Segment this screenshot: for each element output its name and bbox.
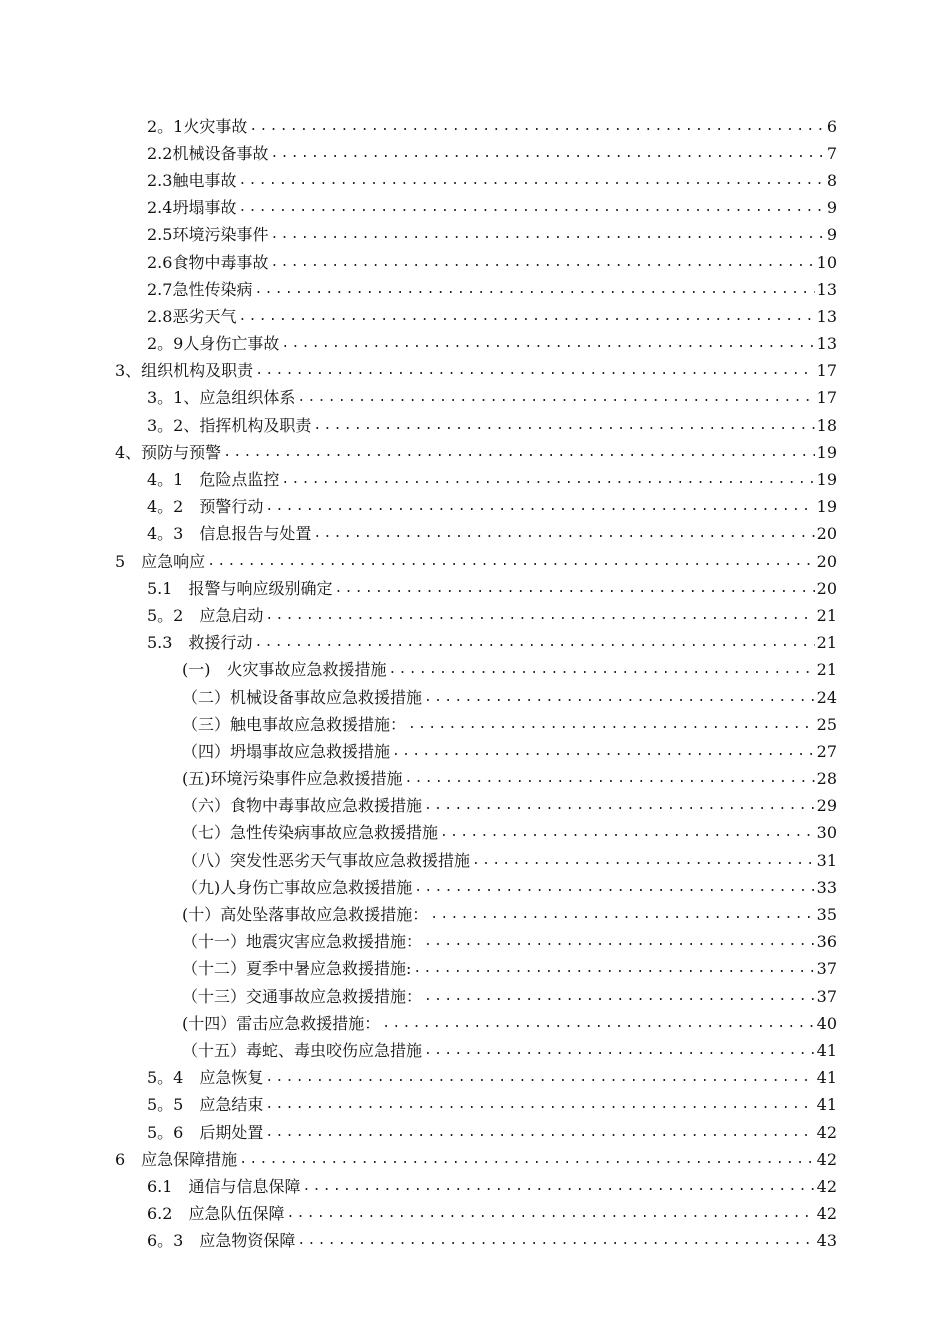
toc-entry-label: 2.4坍塌事故 bbox=[147, 198, 237, 218]
dot-leader bbox=[254, 282, 814, 298]
dot-leader bbox=[265, 499, 814, 515]
dot-leader bbox=[424, 989, 815, 1005]
dot-leader bbox=[424, 934, 815, 950]
toc-entry[interactable] bbox=[0, 1092, 837, 1119]
toc-entry-label: 5。5 应急结束 bbox=[147, 1095, 264, 1115]
toc-entry[interactable] bbox=[0, 711, 837, 738]
dot-leader bbox=[270, 227, 824, 243]
toc-entry-label: （十五）毒蛇、毒虫咬伤应急措施 bbox=[182, 1040, 423, 1060]
toc-entry[interactable] bbox=[0, 575, 837, 602]
toc-entry-label: （十一）地震灾害应急救援措施： bbox=[182, 932, 423, 952]
dot-leader bbox=[223, 445, 814, 461]
dot-leader bbox=[207, 554, 814, 570]
dot-leader bbox=[440, 825, 815, 841]
toc-entry-page-number: 7 bbox=[826, 143, 837, 163]
toc-entry[interactable] bbox=[0, 276, 837, 303]
toc-entry-page-number: 9 bbox=[826, 198, 837, 218]
toc-entry-page-number: 19 bbox=[816, 470, 837, 490]
toc-entry[interactable] bbox=[0, 820, 837, 847]
toc-entry[interactable] bbox=[0, 439, 837, 466]
toc-entry-page-number: 27 bbox=[816, 741, 837, 761]
toc-entry-label: 2.3触电事故 bbox=[147, 170, 237, 190]
toc-entry-page-number: 40 bbox=[816, 1013, 837, 1033]
toc-entry-page-number: 20 bbox=[816, 578, 837, 598]
toc-entry-label: 2.7急性传染病 bbox=[147, 279, 253, 299]
toc-entry[interactable] bbox=[0, 1146, 837, 1173]
toc-entry-label: （十二）夏季中暑应急救援措施: bbox=[182, 959, 412, 979]
toc-entry-page-number: 19 bbox=[816, 442, 837, 462]
toc-entry[interactable] bbox=[0, 602, 837, 629]
toc-entry-page-number: 25 bbox=[816, 714, 837, 734]
toc-entry-page-number: 8 bbox=[826, 170, 837, 190]
toc-entry-label: 5。2 应急启动 bbox=[147, 605, 264, 625]
dot-leader bbox=[265, 608, 814, 624]
dot-leader bbox=[270, 255, 814, 271]
toc-entry-label: 6 应急保障措施 bbox=[115, 1149, 238, 1169]
toc-entry-page-number: 41 bbox=[816, 1095, 837, 1115]
toc-entry[interactable] bbox=[0, 929, 837, 956]
toc-entry-page-number: 41 bbox=[816, 1068, 837, 1088]
toc-entry[interactable] bbox=[0, 303, 837, 330]
dot-leader bbox=[408, 717, 815, 733]
toc-entry-label: 5。4 应急恢复 bbox=[147, 1068, 264, 1088]
dot-leader bbox=[313, 526, 814, 542]
dot-leader bbox=[313, 418, 814, 434]
toc-entry-page-number: 37 bbox=[816, 986, 837, 1006]
toc-entry-label: 3。1、应急组织体系 bbox=[147, 388, 296, 408]
dot-leader bbox=[302, 1179, 814, 1195]
dot-leader bbox=[238, 200, 824, 216]
toc-entry[interactable] bbox=[0, 793, 837, 820]
toc-entry-page-number: 36 bbox=[816, 932, 837, 952]
toc-entry-page-number: 21 bbox=[816, 605, 837, 625]
toc-entry-label: （十三）交通事故应急救援措施： bbox=[182, 986, 423, 1006]
toc-entry-page-number: 20 bbox=[816, 524, 837, 544]
toc-entry[interactable] bbox=[0, 847, 837, 874]
toc-entry[interactable] bbox=[0, 331, 837, 358]
toc-entry-label: （九)人身伤亡事故应急救援措施 bbox=[182, 877, 413, 897]
toc-entry-label: 2.6食物中毒事故 bbox=[147, 252, 269, 272]
toc-entry[interactable] bbox=[0, 956, 837, 983]
toc-entry[interactable] bbox=[0, 874, 837, 901]
toc-entry[interactable] bbox=[0, 1228, 837, 1255]
toc-entry-page-number: 21 bbox=[816, 633, 837, 653]
dot-leader bbox=[270, 146, 824, 162]
toc-entry-label: 2。1火灾事故 bbox=[147, 116, 248, 136]
dot-leader bbox=[430, 907, 814, 923]
toc-entry[interactable] bbox=[0, 1010, 837, 1037]
dot-leader bbox=[382, 1016, 814, 1032]
toc-entry-page-number: 35 bbox=[816, 905, 837, 925]
dot-leader bbox=[413, 961, 814, 977]
toc-entry[interactable] bbox=[0, 1037, 837, 1064]
toc-entry-label: 4。2 预警行动 bbox=[147, 497, 264, 517]
table-of-contents bbox=[0, 113, 950, 1255]
toc-entry-page-number: 13 bbox=[816, 334, 837, 354]
toc-entry-page-number: 13 bbox=[816, 279, 837, 299]
dot-leader bbox=[334, 581, 814, 597]
toc-entry-page-number: 19 bbox=[816, 497, 837, 517]
toc-entry-page-number: 33 bbox=[816, 877, 837, 897]
toc-entry[interactable] bbox=[0, 385, 837, 412]
dot-leader bbox=[424, 1043, 815, 1059]
toc-entry-label: 6.1 通信与信息保障 bbox=[147, 1176, 301, 1196]
dot-leader bbox=[424, 798, 815, 814]
dot-leader bbox=[238, 309, 814, 325]
toc-entry-label: 4、预防与预警 bbox=[115, 442, 222, 462]
toc-entry-page-number: 42 bbox=[816, 1176, 837, 1196]
toc-entry-label: 6。3 应急物资保障 bbox=[147, 1231, 296, 1251]
toc-entry[interactable] bbox=[0, 466, 837, 493]
toc-entry[interactable] bbox=[0, 195, 837, 222]
toc-entry[interactable] bbox=[0, 983, 837, 1010]
toc-entry-page-number: 17 bbox=[816, 361, 837, 381]
toc-entry-page-number: 37 bbox=[816, 959, 837, 979]
toc-entry-page-number: 28 bbox=[816, 769, 837, 789]
dot-leader bbox=[239, 1152, 814, 1168]
dot-leader bbox=[281, 336, 814, 352]
toc-entry[interactable] bbox=[0, 684, 837, 711]
toc-entry-label: (十四）雷击应急救援措施： bbox=[182, 1013, 381, 1033]
dot-leader bbox=[297, 1233, 814, 1249]
toc-entry-page-number: 41 bbox=[816, 1040, 837, 1060]
toc-entry[interactable] bbox=[0, 1201, 837, 1228]
toc-entry-label: （六）食物中毒事故应急救援措施 bbox=[182, 796, 423, 816]
toc-entry[interactable] bbox=[0, 901, 837, 928]
dot-leader bbox=[281, 472, 814, 488]
dot-leader bbox=[254, 635, 814, 651]
toc-entry-page-number: 6 bbox=[826, 116, 837, 136]
toc-entry-page-number: 42 bbox=[816, 1204, 837, 1224]
toc-entry[interactable] bbox=[0, 113, 837, 140]
dot-leader bbox=[238, 173, 824, 189]
toc-entry-label: （八）突发性恶劣天气事故应急救援措施 bbox=[182, 850, 471, 870]
toc-entry[interactable] bbox=[0, 521, 837, 548]
dot-leader bbox=[286, 1206, 814, 1222]
toc-entry-page-number: 43 bbox=[816, 1231, 837, 1251]
toc-entry[interactable] bbox=[0, 412, 837, 439]
toc-entry-label: （三）触电事故应急救援措施： bbox=[182, 714, 407, 734]
toc-entry-label: 2.2机械设备事故 bbox=[147, 143, 269, 163]
toc-entry[interactable] bbox=[0, 738, 837, 765]
toc-entry-page-number: 29 bbox=[816, 796, 837, 816]
toc-entry[interactable] bbox=[0, 167, 837, 194]
toc-entry[interactable] bbox=[0, 630, 837, 657]
toc-entry[interactable] bbox=[0, 548, 837, 575]
toc-entry[interactable] bbox=[0, 222, 837, 249]
dot-leader bbox=[414, 880, 814, 896]
toc-entry[interactable] bbox=[0, 1119, 837, 1146]
toc-entry-page-number: 31 bbox=[816, 850, 837, 870]
toc-entry-label: 4。3 信息报告与处置 bbox=[147, 524, 312, 544]
toc-entry-page-number: 30 bbox=[816, 823, 837, 843]
toc-entry-label: （二）机械设备事故应急救援措施 bbox=[182, 687, 423, 707]
toc-entry-label: (五)环境污染事件应急救援措施 bbox=[182, 769, 403, 789]
toc-entry-label: 4。1 危险点监控 bbox=[147, 470, 280, 490]
toc-entry-page-number: 17 bbox=[816, 388, 837, 408]
toc-entry-label: 2。9人身伤亡事故 bbox=[147, 334, 280, 354]
toc-entry-page-number: 21 bbox=[816, 660, 837, 680]
dot-leader bbox=[424, 690, 815, 706]
dot-leader bbox=[249, 119, 824, 135]
toc-entry-label: 2.8恶劣天气 bbox=[147, 306, 237, 326]
toc-entry-label: 5.3 救援行动 bbox=[147, 633, 253, 653]
toc-entry[interactable] bbox=[0, 1173, 837, 1200]
dot-leader bbox=[389, 662, 815, 678]
toc-entry-label: 2.5环境污染事件 bbox=[147, 225, 269, 245]
toc-entry-label: 5.1 报警与响应级别确定 bbox=[147, 578, 333, 598]
toc-entry-label: 5。6 后期处置 bbox=[147, 1122, 264, 1142]
toc-entry-label: 3。2、指挥机构及职责 bbox=[147, 415, 312, 435]
toc-entry[interactable] bbox=[0, 1065, 837, 1092]
dot-leader bbox=[297, 390, 814, 406]
dot-leader bbox=[392, 744, 815, 760]
dot-leader bbox=[265, 1070, 814, 1086]
toc-entry-label: 5 应急响应 bbox=[115, 551, 206, 571]
toc-entry-label: (十）高处坠落事故应急救援措施： bbox=[182, 905, 429, 925]
dot-leader bbox=[472, 853, 815, 869]
toc-entry-label: （四）坍塌事故应急救援措施 bbox=[182, 741, 391, 761]
toc-entry-page-number: 18 bbox=[816, 415, 837, 435]
toc-entry-page-number: 13 bbox=[816, 306, 837, 326]
toc-entry-page-number: 24 bbox=[816, 687, 837, 707]
toc-entry-page-number: 9 bbox=[826, 225, 837, 245]
toc-entry[interactable] bbox=[0, 657, 837, 684]
dot-leader bbox=[255, 363, 814, 379]
dot-leader bbox=[405, 771, 815, 787]
toc-entry[interactable] bbox=[0, 249, 837, 276]
toc-entry-label: （七）急性传染病事故应急救援措施 bbox=[182, 823, 439, 843]
toc-entry-label: (一) 火灾事故应急救援措施 bbox=[182, 660, 387, 680]
toc-entry-label: 3、组织机构及职责 bbox=[115, 361, 254, 381]
toc-entry[interactable] bbox=[0, 494, 837, 521]
dot-leader bbox=[265, 1125, 814, 1141]
toc-entry-page-number: 42 bbox=[816, 1122, 837, 1142]
toc-entry-page-number: 10 bbox=[816, 252, 837, 272]
toc-entry-label: 6.2 应急队伍保障 bbox=[147, 1204, 285, 1224]
toc-entry[interactable] bbox=[0, 140, 837, 167]
toc-entry-page-number: 42 bbox=[816, 1149, 837, 1169]
dot-leader bbox=[265, 1097, 814, 1113]
toc-entry[interactable] bbox=[0, 766, 837, 793]
toc-entry-page-number: 20 bbox=[816, 551, 837, 571]
toc-entry[interactable] bbox=[0, 358, 837, 385]
